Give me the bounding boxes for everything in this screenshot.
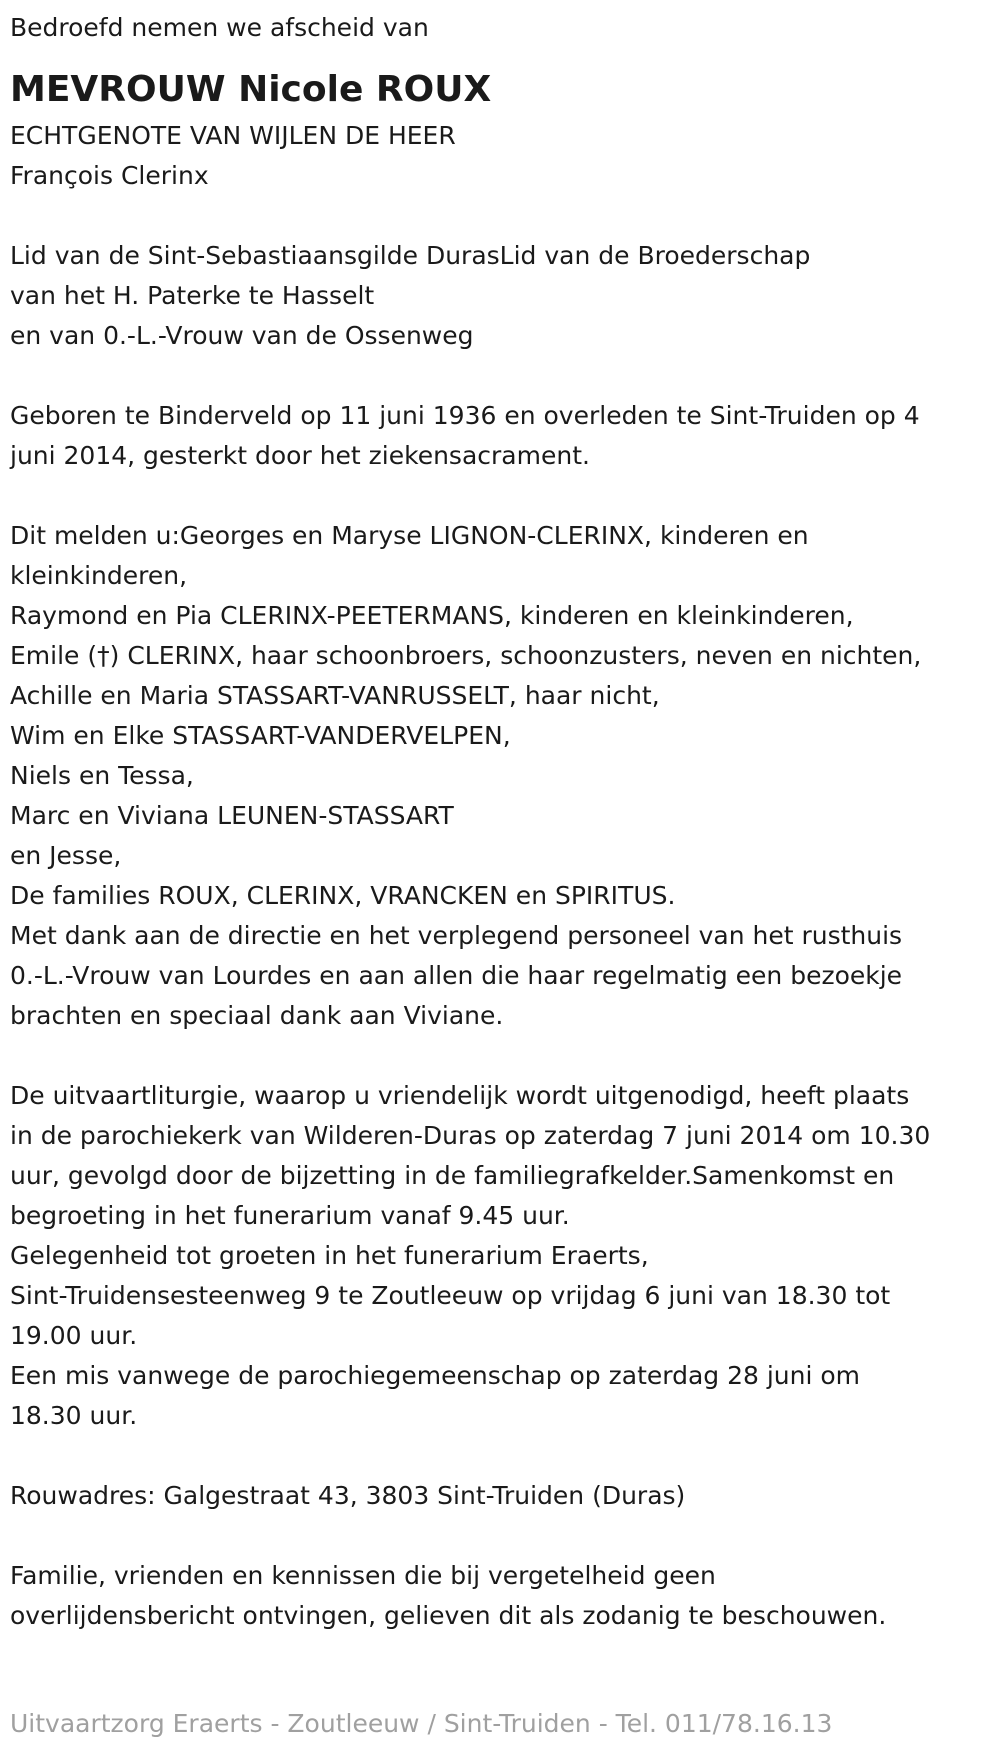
spacer: [10, 356, 990, 396]
funeral-line: 18.30 uur.: [10, 1401, 138, 1430]
mourning-address: Rouwadres: Galgestraat 43, 3803 Sint-Truiden (Duras): [10, 1481, 686, 1510]
family-line: Marc en Viviana LEUNEN-STASSART: [10, 801, 454, 830]
intro-text: Bedroefd nemen we afscheid van: [10, 13, 429, 42]
family-line: 0.-L.-Vrouw van Lourdes en aan allen die haar regelmatig een bezoekje: [10, 961, 903, 990]
spacer: [10, 1516, 990, 1556]
family-line: Dit melden u:Georges en Maryse LIGNON-CLERINX, kinderen en: [10, 521, 809, 550]
spacer: [10, 476, 990, 516]
family-line: Achille en Maria STASSART-VANRUSSELT, haar nicht,: [10, 681, 660, 710]
funeral-line: Sint-Truidensesteenweg 9 te Zoutleeuw op vrijdag 6 juni van 18.30 tot: [10, 1281, 891, 1310]
membership-line: Lid van de Sint-Sebastiaansgilde DurasLid van de Broederschap: [10, 241, 811, 270]
family-line: brachten en speciaal dank aan Viviane.: [10, 1001, 504, 1030]
deceased-name: MEVROUW Nicole ROUX: [10, 69, 492, 110]
membership-block: [10, 236, 990, 356]
family-line: De families ROUX, CLERINX, VRANCKEN en SPIRITUS.: [10, 881, 676, 910]
funeral-home-footer: Uitvaartzorg Eraerts - Zoutleeuw / Sint-Truiden - Tel. 011/78.16.13: [10, 1709, 833, 1738]
family-line: Wim en Elke STASSART-VANDERVELPEN,: [10, 721, 511, 750]
family-line: en Jesse,: [10, 841, 122, 870]
family-line: Niels en Tessa,: [10, 761, 194, 790]
spouse-line: François Clerinx: [10, 161, 209, 190]
closing-line: Familie, vrienden en kennissen die bij vergetelheid geen: [10, 1561, 716, 1590]
spacer: [10, 1036, 990, 1076]
family-line: Met dank aan de directie en het verplegend personeel van het rusthuis: [10, 921, 903, 950]
birth-death-line: Geboren te Binderveld op 11 juni 1936 en overleden te Sint-Truiden op 4: [10, 401, 920, 430]
funeral-line: 19.00 uur.: [10, 1321, 138, 1350]
funeral-line: De uitvaartliturgie, waarop u vriendelijk wordt uitgenodigd, heeft plaats: [10, 1081, 910, 1110]
funeral-line: in de parochiekerk van Wilderen-Duras op zaterdag 7 juni 2014 om 10.30: [10, 1121, 931, 1150]
family-line: Emile (†) CLERINX, haar schoonbroers, schoonzusters, neven en nichten,: [10, 641, 922, 670]
funeral-block: [10, 1076, 990, 1436]
spacer: [10, 196, 990, 236]
funeral-line: Gelegenheid tot groeten in het funerarium Eraerts,: [10, 1241, 649, 1270]
birth-death-line: juni 2014, gesterkt door het ziekensacrament.: [10, 441, 590, 470]
spacer: [10, 1436, 990, 1476]
spouse-block: [10, 116, 990, 196]
family-line: Raymond en Pia CLERINX-PEETERMANS, kinderen en kleinkinderen,: [10, 601, 854, 630]
birth-death-block: [10, 396, 990, 476]
funeral-line: uur, gevolgd door de bijzetting in de familiegrafkelder.Samenkomst en: [10, 1161, 895, 1190]
funeral-line: begroeting in het funerarium vanaf 9.45 uur.: [10, 1201, 570, 1230]
spouse-line: ECHTGENOTE VAN WIJLEN DE HEER: [10, 121, 456, 150]
funeral-line: Een mis vanwege de parochiegemeenschap op zaterdag 28 juni om: [10, 1361, 861, 1390]
membership-line: en van 0.-L.-Vrouw van de Ossenweg: [10, 321, 474, 350]
closing-block: [10, 1556, 990, 1636]
family-block: [10, 516, 990, 1036]
closing-line: overlijdensbericht ontvingen, gelieven dit als zodanig te beschouwen.: [10, 1601, 887, 1630]
membership-line: van het H. Paterke te Hasselt: [10, 281, 375, 310]
family-line: kleinkinderen,: [10, 561, 188, 590]
